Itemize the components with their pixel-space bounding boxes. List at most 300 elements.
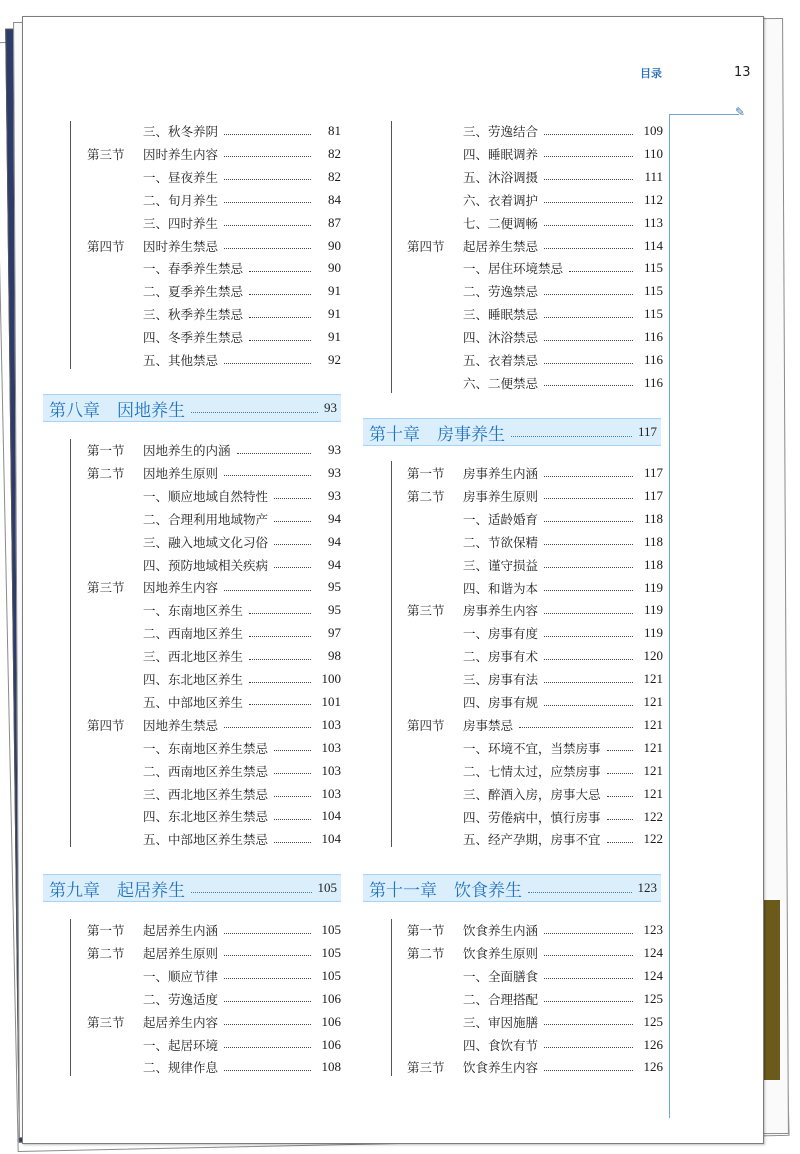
dot-leader (249, 704, 311, 705)
entry-title: 二、旬月养生 (143, 192, 219, 208)
toc-subsection-entry[interactable] (87, 509, 341, 529)
section-number: 第四节 (407, 717, 445, 733)
entry-page-number: 104 (321, 808, 341, 824)
entry-page-number: 122 (643, 808, 663, 824)
entry-page-number: 103 (321, 785, 341, 801)
entry-page-number: 109 (643, 123, 663, 138)
dot-leader (249, 636, 311, 637)
section-number: 第三节 (87, 580, 125, 596)
entry-title: 三、醉酒入房，房事大忌 (463, 786, 601, 802)
entry-page-number: 118 (643, 510, 663, 526)
dot-leader (544, 521, 633, 522)
entry-title: 起居养生内容 (143, 1014, 219, 1030)
toc-subsection-entry[interactable] (407, 532, 663, 552)
entry-page-number: 90 (328, 260, 341, 276)
decorative-rule (669, 114, 739, 115)
toc-subsection-entry[interactable] (407, 966, 663, 986)
entry-title: 三、融入地域文化习俗 (143, 534, 269, 550)
toc-subsection-entry[interactable] (87, 486, 341, 506)
chapter-heading[interactable] (43, 394, 341, 422)
toc-subsection-entry[interactable] (87, 281, 341, 301)
dot-leader (274, 773, 311, 774)
entry-title: 因时养生内容 (143, 146, 219, 162)
entry-title: 二、合理搭配 (463, 991, 539, 1007)
dot-leader (191, 892, 312, 893)
toc-subsection-entry[interactable] (87, 829, 341, 849)
running-header-section: 目录 (640, 67, 662, 80)
entry-title: 一、居住环境禁忌 (463, 261, 564, 277)
toc-subsection-entry[interactable] (407, 669, 663, 689)
entry-page-number: 121 (643, 716, 663, 732)
dot-leader (224, 590, 311, 591)
entry-page-number: 113 (643, 214, 663, 230)
toc-subsection-entry[interactable] (87, 623, 341, 643)
toc-subsection-entry[interactable] (87, 190, 341, 210)
toc-subsection-entry[interactable] (87, 304, 341, 324)
entry-title: 二、西南地区养生 (143, 626, 244, 642)
entry-page-number: 105 (321, 967, 341, 983)
dot-leader (544, 179, 633, 180)
entry-title: 一、顺应地域自然特性 (143, 488, 269, 504)
entry-title: 一、适龄婚育 (463, 511, 539, 527)
dot-leader (544, 590, 633, 591)
toc-subsection-entry[interactable] (407, 1035, 663, 1055)
entry-page-number: 117 (643, 465, 663, 480)
entry-title: 三、劳逸结合 (463, 124, 539, 139)
entry-title: 五、中部地区养生 (143, 694, 244, 710)
toc-subsection-entry[interactable] (407, 738, 663, 758)
toc-subsection-entry[interactable] (407, 281, 663, 301)
dot-leader (528, 892, 632, 893)
entry-page-number: 94 (328, 510, 341, 526)
toc-subsection-entry[interactable] (407, 578, 663, 598)
toc-subsection-entry[interactable] (87, 258, 341, 278)
entry-page-number: 119 (643, 579, 663, 595)
entry-title: 一、东南地区养生 (143, 603, 244, 619)
chapter-page-number: 117 (637, 424, 657, 439)
entry-title: 一、房事有度 (463, 626, 539, 642)
entry-page-number: 95 (328, 602, 341, 618)
entry-page-number: 90 (328, 237, 341, 253)
toc-subsection-entry[interactable] (87, 989, 341, 1009)
toc-subsection-entry[interactable] (87, 167, 341, 187)
toc-subsection-entry[interactable] (407, 167, 663, 187)
entry-page-number: 106 (321, 1013, 341, 1029)
toc-subsection-entry[interactable] (407, 692, 663, 712)
entry-page-number: 126 (643, 1059, 663, 1075)
dot-leader (544, 636, 633, 637)
dot-leader (607, 773, 633, 774)
toc-section-entry[interactable] (407, 943, 663, 963)
column-rule (391, 461, 392, 847)
toc-section-entry[interactable] (87, 920, 341, 940)
entry-page-number: 121 (643, 739, 663, 755)
toc-section-entry[interactable] (87, 1012, 341, 1032)
dot-leader (224, 179, 311, 180)
toc-subsection-entry[interactable] (407, 761, 663, 781)
dot-leader (544, 1001, 633, 1002)
section-number: 第一节 (87, 923, 125, 938)
dot-leader (224, 1024, 311, 1025)
dot-leader (544, 317, 633, 318)
entry-title: 四、东北地区养生 (143, 672, 244, 687)
entry-title: 三、睡眠禁忌 (463, 307, 539, 323)
entry-title: 二、劳逸适度 (143, 991, 219, 1007)
decorative-rule (669, 114, 670, 1118)
entry-page-number: 103 (321, 716, 341, 732)
dot-leader (237, 453, 311, 454)
dot-leader (569, 271, 633, 272)
dot-leader (249, 271, 311, 272)
section-number: 第三节 (407, 603, 445, 619)
section-number: 第四节 (407, 238, 445, 254)
entry-page-number: 124 (643, 967, 663, 983)
dot-leader (544, 1070, 633, 1071)
dot-leader (544, 385, 633, 386)
dot-leader (544, 248, 633, 249)
toc-subsection-entry[interactable] (407, 807, 663, 827)
toc-section-entry[interactable] (407, 715, 663, 735)
toc-section-entry[interactable] (407, 486, 663, 506)
section-number: 第三节 (87, 146, 125, 162)
chapter-title: 第八章 因地养生 (49, 400, 185, 421)
entry-title: 二、规律作息 (143, 1060, 219, 1076)
entry-page-number: 118 (643, 556, 663, 572)
toc-subsection-entry[interactable] (87, 350, 341, 370)
entry-page-number: 94 (328, 556, 341, 572)
toc-subsection-entry[interactable] (87, 646, 341, 666)
dot-leader (224, 475, 311, 476)
entry-page-number: 122 (643, 831, 663, 847)
entry-page-number: 118 (643, 533, 663, 549)
entry-title: 三、谨守损益 (463, 557, 539, 573)
entry-title: 三、房事有法 (463, 672, 539, 688)
entry-page-number: 91 (328, 329, 341, 345)
entry-title: 二、夏季养生禁忌 (143, 284, 244, 300)
dot-leader (224, 134, 311, 135)
dot-leader (224, 248, 311, 249)
entry-page-number: 84 (328, 191, 341, 207)
toc-subsection-entry[interactable] (87, 738, 341, 758)
entry-title: 三、西北地区养生禁忌 (143, 786, 269, 802)
entry-page-number: 82 (328, 145, 341, 161)
toc-subsection-entry[interactable] (87, 600, 341, 620)
entry-page-number: 121 (643, 762, 663, 778)
dot-leader (249, 340, 311, 341)
dot-leader (544, 1047, 633, 1048)
entry-title: 二、房事有术 (463, 649, 539, 665)
toc-subsection-entry[interactable] (407, 509, 663, 529)
dot-leader (249, 317, 311, 318)
toc-subsection-entry[interactable] (87, 1057, 341, 1077)
entry-page-number: 112 (643, 191, 663, 207)
dot-leader (224, 1070, 311, 1071)
entry-title: 因地养生的内涵 (143, 443, 231, 458)
section-number: 第二节 (407, 945, 445, 961)
dot-leader (224, 978, 311, 979)
dot-leader (224, 1047, 311, 1048)
entry-page-number: 126 (643, 1036, 663, 1052)
chapter-title: 第十章 房事养生 (369, 424, 505, 445)
dot-leader (544, 156, 633, 157)
entry-title: 房事禁忌 (463, 717, 514, 733)
entry-title: 五、经产孕期，房事不宜 (463, 832, 601, 848)
entry-page-number: 121 (643, 785, 663, 801)
entry-page-number: 81 (328, 123, 341, 138)
entry-page-number: 105 (321, 922, 341, 937)
entry-page-number: 93 (328, 487, 341, 503)
entry-title: 六、衣着调护 (463, 192, 539, 208)
entry-page-number: 108 (321, 1059, 341, 1075)
dot-leader (607, 750, 633, 751)
entry-page-number: 98 (328, 648, 341, 664)
dot-leader (544, 978, 633, 979)
entry-page-number: 124 (643, 944, 663, 960)
entry-title: 四、房事有规 (463, 695, 539, 710)
dot-leader (544, 682, 633, 683)
chapter-title: 第九章 起居养生 (49, 880, 185, 901)
entry-page-number: 125 (643, 990, 663, 1006)
entry-title: 六、二便禁忌 (463, 375, 539, 391)
dot-leader (224, 1001, 311, 1002)
chapter-heading[interactable] (363, 418, 661, 446)
dot-leader (249, 682, 311, 683)
toc-section-entry[interactable] (87, 463, 341, 483)
entry-title: 四、睡眠调养 (463, 146, 539, 162)
toc-section-entry[interactable] (87, 577, 341, 597)
entry-title: 因地养生内容 (143, 580, 219, 596)
toc-subsection-entry[interactable] (407, 213, 663, 233)
toc-subsection-entry[interactable] (407, 555, 663, 575)
toc-subsection-entry[interactable] (407, 829, 663, 849)
entry-title: 房事养生原则 (463, 488, 539, 504)
toc-subsection-entry[interactable] (87, 966, 341, 986)
entry-page-number: 92 (328, 352, 341, 367)
dot-leader (544, 933, 633, 934)
entry-title: 一、环境不宜，当禁房事 (463, 740, 601, 756)
toc-section-entry[interactable] (407, 236, 663, 256)
entry-page-number: 106 (321, 1036, 341, 1052)
entry-page-number: 101 (321, 693, 341, 709)
chapter-heading[interactable] (363, 874, 661, 902)
chapter-page-number: 123 (637, 880, 657, 895)
toc-subsection-entry[interactable] (87, 213, 341, 233)
pen-icon: ✎ (735, 105, 746, 119)
dot-leader (224, 955, 311, 956)
dot-leader (519, 727, 633, 728)
dot-leader (224, 363, 311, 364)
dot-leader (607, 842, 633, 843)
entry-title: 因时养生禁忌 (143, 238, 219, 254)
entry-title: 四、预防地域相关疾病 (143, 557, 269, 573)
entry-page-number: 110 (643, 145, 663, 161)
entry-title: 四、沐浴禁忌 (463, 330, 539, 346)
entry-page-number: 115 (643, 260, 663, 276)
toc-subsection-entry[interactable] (87, 761, 341, 781)
entry-page-number: 119 (643, 625, 663, 641)
entry-title: 五、沐浴调摄 (463, 169, 539, 185)
toc-subsection-entry[interactable] (87, 784, 341, 804)
dot-leader (544, 705, 633, 706)
toc-section-entry[interactable] (87, 715, 341, 735)
toc-subsection-entry[interactable] (87, 327, 341, 347)
toc-section-entry[interactable] (87, 440, 341, 460)
entry-title: 二、西南地区养生禁忌 (143, 763, 269, 779)
column-rule (391, 121, 392, 393)
column-rule (70, 439, 71, 847)
dot-leader (274, 521, 311, 522)
entry-title: 四、劳倦病中，慎行房事 (463, 809, 601, 825)
entry-page-number: 121 (643, 694, 663, 709)
toc-subsection-entry[interactable] (407, 327, 663, 347)
toc-section-entry[interactable] (87, 943, 341, 963)
entry-title: 一、起居环境 (143, 1037, 219, 1053)
entry-title: 一、全面膳食 (463, 968, 539, 984)
toc-subsection-entry[interactable] (407, 190, 663, 210)
entry-page-number: 91 (328, 306, 341, 322)
entry-title: 四、食饮有节 (463, 1037, 539, 1053)
column-rule (391, 919, 392, 1076)
dot-leader (607, 819, 633, 820)
toc-subsection-entry[interactable] (407, 646, 663, 666)
dot-leader (249, 294, 311, 295)
dot-leader (249, 613, 311, 614)
column-rule (70, 121, 71, 369)
chapter-title: 第十一章 饮食养生 (369, 880, 522, 901)
chapter-page-number: 105 (317, 880, 337, 895)
entry-page-number: 103 (321, 739, 341, 755)
entry-page-number: 115 (643, 306, 663, 322)
entry-title: 二、合理利用地域物产 (143, 511, 269, 527)
dot-leader (274, 567, 311, 568)
dot-leader (274, 796, 311, 797)
toc-section-entry[interactable] (87, 144, 341, 164)
dot-leader (511, 436, 632, 437)
toc-section-entry[interactable] (407, 463, 663, 483)
entry-page-number: 115 (643, 283, 663, 299)
entry-page-number: 116 (643, 329, 663, 345)
dot-leader (544, 955, 633, 956)
entry-title: 起居养生内涵 (143, 923, 219, 938)
toc-subsection-entry[interactable] (87, 1035, 341, 1055)
entry-page-number: 121 (643, 671, 663, 687)
entry-page-number: 105 (321, 944, 341, 960)
entry-title: 因地养生原则 (143, 465, 219, 481)
entry-title: 四、东北地区养生禁忌 (143, 809, 269, 825)
entry-title: 三、秋冬养阴 (143, 124, 219, 139)
toc-subsection-entry[interactable] (407, 1012, 663, 1032)
entry-title: 三、秋季养生禁忌 (143, 307, 244, 323)
entry-title: 房事养生内涵 (463, 466, 539, 481)
dot-leader (544, 613, 633, 614)
dot-leader (544, 294, 633, 295)
toc-subsection-entry[interactable] (407, 144, 663, 164)
toc-section-entry[interactable] (87, 236, 341, 256)
toc-section-entry[interactable] (407, 920, 663, 940)
toc-subsection-entry[interactable] (407, 304, 663, 324)
dot-leader (274, 842, 311, 843)
entry-page-number: 123 (643, 922, 663, 937)
entry-title: 七、二便调畅 (463, 215, 539, 231)
toc-subsection-entry[interactable] (87, 806, 341, 826)
section-number: 第四节 (87, 238, 125, 254)
toc-subsection-entry[interactable] (407, 350, 663, 370)
entry-title: 一、东南地区养生禁忌 (143, 740, 269, 756)
dot-leader (544, 1024, 633, 1025)
section-number: 第三节 (87, 1014, 125, 1030)
entry-page-number: 103 (321, 762, 341, 778)
entry-title: 二、节欲保精 (463, 534, 539, 550)
entry-title: 二、劳逸禁忌 (463, 284, 539, 300)
entry-title: 四、和谐为本 (463, 580, 539, 596)
toc-subsection-entry[interactable] (407, 121, 663, 141)
toc-section-entry[interactable] (407, 600, 663, 620)
entry-title: 房事养生内容 (463, 603, 539, 619)
dot-leader (544, 202, 633, 203)
toc-subsection-entry[interactable] (87, 692, 341, 712)
entry-page-number: 91 (328, 283, 341, 299)
section-number: 第二节 (87, 465, 125, 481)
toc-subsection-entry[interactable] (407, 989, 663, 1009)
entry-title: 四、冬季养生禁忌 (143, 330, 244, 346)
entry-page-number: 114 (643, 237, 663, 253)
section-number: 第一节 (87, 443, 125, 458)
chapter-heading[interactable] (43, 874, 341, 902)
dot-leader (224, 225, 311, 226)
entry-title: 起居养生原则 (143, 945, 219, 961)
entry-title: 一、昼夜养生 (143, 169, 219, 185)
dot-leader (544, 363, 633, 364)
toc-subsection-entry[interactable] (87, 121, 341, 141)
entry-title: 一、春季养生禁忌 (143, 261, 244, 277)
dot-leader (224, 933, 311, 934)
toc-subsection-entry[interactable] (407, 784, 663, 804)
dot-leader (224, 156, 311, 157)
entry-page-number: 95 (328, 579, 341, 595)
dot-leader (544, 498, 633, 499)
dot-leader (544, 225, 633, 226)
page-number: 13 (734, 65, 751, 80)
entry-page-number: 106 (321, 990, 341, 1006)
entry-title: 饮食养生内涵 (463, 923, 539, 938)
entry-title: 三、审因施膳 (463, 1014, 539, 1030)
entry-page-number: 125 (643, 1013, 663, 1029)
entry-page-number: 104 (321, 831, 341, 847)
entry-page-number: 82 (328, 168, 341, 184)
section-number: 第二节 (87, 945, 125, 961)
section-number: 第一节 (407, 923, 445, 938)
toc-subsection-entry[interactable] (407, 258, 663, 278)
dot-leader (544, 544, 633, 545)
entry-title: 五、其他禁忌 (143, 353, 219, 368)
section-number: 第二节 (407, 488, 445, 504)
entry-title: 三、四时养生 (143, 215, 219, 231)
toc-subsection-entry[interactable] (87, 532, 341, 552)
toc-subsection-entry[interactable] (87, 669, 341, 689)
entry-page-number: 116 (643, 374, 663, 390)
entry-page-number: 87 (328, 214, 341, 230)
entry-title: 三、西北地区养生 (143, 649, 244, 665)
section-number: 第三节 (407, 1060, 445, 1076)
toc-page (22, 16, 764, 1144)
dot-leader (249, 659, 311, 660)
section-number: 第一节 (407, 466, 445, 481)
toc-subsection-entry[interactable] (407, 623, 663, 643)
toc-subsection-entry[interactable] (87, 555, 341, 575)
toc-subsection-entry[interactable] (407, 373, 663, 393)
dot-leader (607, 796, 633, 797)
toc-section-entry[interactable] (407, 1057, 663, 1077)
